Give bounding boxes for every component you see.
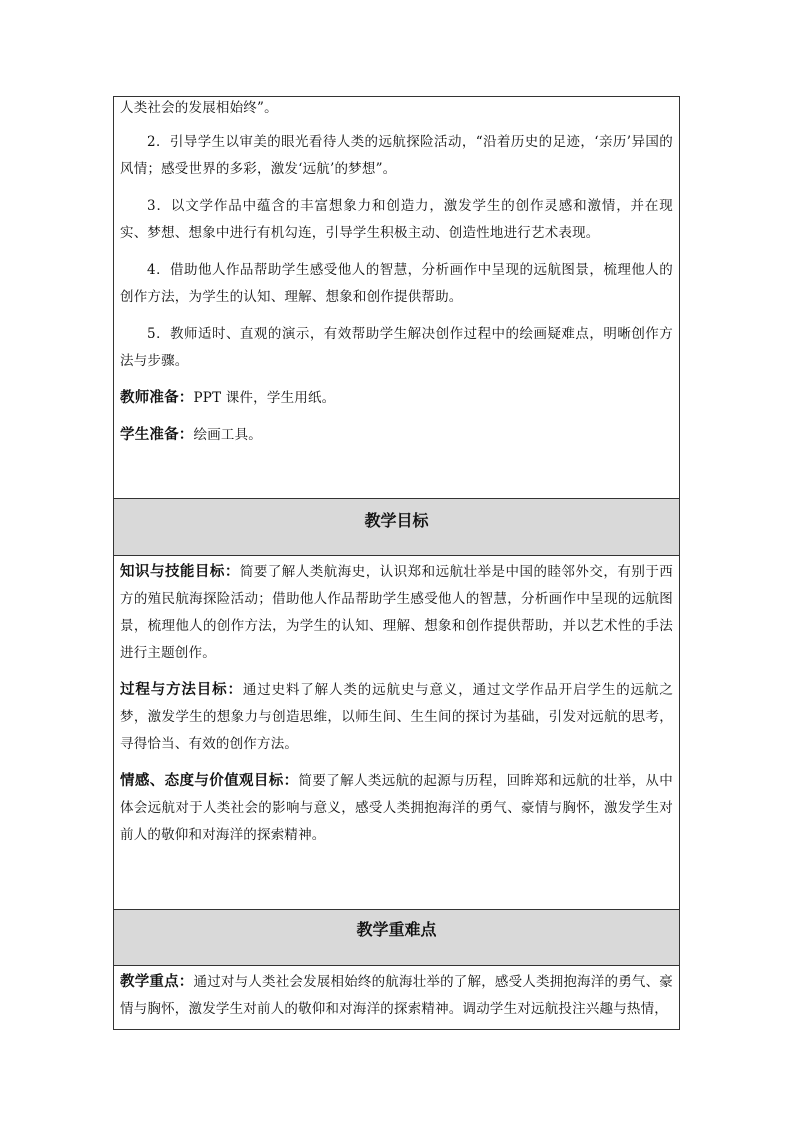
lesson-plan-table — [113, 96, 680, 1030]
key-points-header: 教学重难点 — [114, 909, 679, 965]
knowledge-label: 知识与技能目标： — [120, 564, 240, 580]
objective-item-3: 3．以文学作品中蕴含的丰富想象力和创造力，激发学生的创作灵感和激情，并在现实、梦想、想象中进行有机勾连，引导学生积极主动、创造性地进行艺术表现。 — [120, 198, 673, 241]
knowledge-objective — [120, 559, 673, 667]
objectives-section — [114, 555, 679, 909]
focus-text: 通过对与人类社会发展相始终的航海壮举的了解，感受人类拥抱海洋的勇气、豪情与胸怀，激发学生对前人的敬仰和对海洋的探索精神。调动学生对远航投注兴趣与热情， — [120, 974, 673, 1017]
preparation-section — [114, 97, 679, 498]
objectives-header: 教学目标 — [114, 498, 679, 555]
objective-item-4: 4．借助他人作品帮助学生感受他人的智慧，分析画作中呈现的远航图景，梳理他人的创作方法，为学生的认知、理解、想象和创作提供帮助。 — [120, 262, 673, 305]
knowledge-text: 简要了解人类航海史，认识郑和远航壮举是中国的睦邻外交，有别于西方的殖民航海探险活动；借助他人作品帮助学生感受他人的智慧，分析画作中呈现的远航图景，梳理他人的创作方法，为学生的认知、理解、想象和创作提供帮助，并以艺术性的手法进行主题创作。 — [120, 564, 673, 661]
process-text: 通过史料了解人类的远航史与意义，通过文学作品开启学生的远航之梦，激发学生的想象力与创造思维，以师生间、生生间的探讨为基础，引发对远航的思考，寻得恰当、有效的创作方法。 — [120, 682, 673, 752]
emotion-text: 简要了解人类远航的起源与历程，回眸郑和远航的壮举，从中体会远航对于人类社会的影响与意义，感受人类拥抱海洋的勇气、豪情与胸怀，激发学生对前人的敬仰和对海洋的探索精神。 — [120, 773, 673, 843]
student-prep-label: 学生准备： — [120, 427, 194, 443]
student-prep-text: 绘画工具。 — [193, 427, 262, 443]
teacher-prep-label: 教师准备： — [120, 390, 194, 406]
teacher-preparation — [120, 385, 673, 412]
objective-item-5: 5．教师适时、直观的演示，有效帮助学生解决创作过程中的绘画疑难点，明晰创作方法与步骤。 — [120, 326, 673, 369]
teaching-focus — [120, 969, 673, 1023]
process-objective — [120, 677, 673, 758]
student-preparation — [120, 422, 673, 449]
teacher-prep-text: PPT 课件，学生用纸。 — [193, 390, 336, 406]
focus-label: 教学重点： — [120, 974, 194, 990]
continuation-text: 人类社会的发展相始终”。 — [120, 100, 278, 116]
objective-item-2: 2．引导学生以审美的眼光看待人类的远航探险活动，“沿着历史的足迹，‘亲历’异国的风情；感受世界的多彩，激发‘远航’的梦想”。 — [120, 134, 673, 177]
process-label: 过程与方法目标： — [120, 682, 243, 698]
emotion-label: 情感、态度与价值观目标： — [120, 773, 299, 789]
key-points-section — [114, 965, 679, 1029]
emotion-objective — [120, 768, 673, 849]
